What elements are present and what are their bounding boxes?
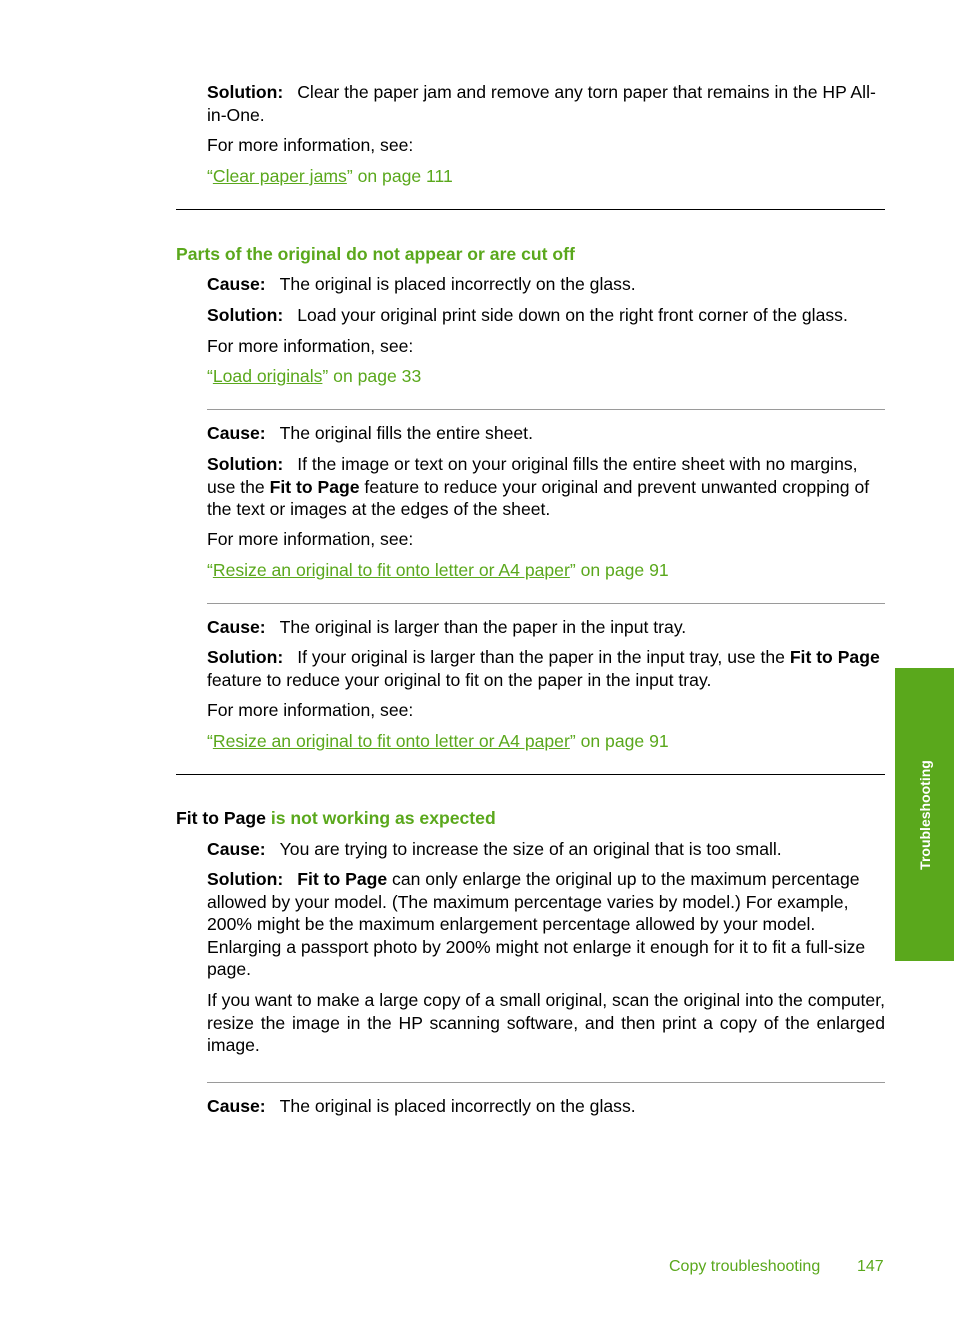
- fit-to-page-term: Fit to Page: [297, 869, 388, 889]
- solution-label: Solution:: [207, 869, 284, 889]
- cause-label: Cause:: [207, 1096, 266, 1116]
- cause-text: The original is placed incorrectly on the glass.: [279, 1096, 636, 1116]
- block-divider: [207, 1082, 885, 1083]
- more-info-text: For more information, see:: [207, 529, 414, 549]
- cause-label: Cause:: [207, 839, 266, 859]
- troubleshooting-tab: [895, 668, 954, 961]
- resize-original-link[interactable]: “Resize an original to fit onto letter or A4 paper” on page 91: [207, 560, 669, 580]
- page-number: 147: [857, 1258, 884, 1275]
- solution-line: [207, 304, 885, 327]
- footer-section-title: Copy troubleshooting: [669, 1258, 821, 1275]
- more-info-text: For more information, see:: [207, 135, 414, 155]
- cause-line: [207, 422, 885, 445]
- cause-text: The original is larger than the paper in the input tray.: [279, 617, 687, 637]
- heading-rest: is not working as expected: [265, 808, 496, 828]
- link-text[interactable]: Load originals: [212, 366, 323, 386]
- section-divider: [176, 209, 885, 210]
- tab-label: Troubleshooting: [916, 759, 933, 870]
- more-info-text: For more information, see:: [207, 336, 414, 356]
- solution-label: Solution:: [207, 647, 284, 667]
- solution-paragraph: Solution: Fit to Page can only enlarge the original up to the maximum percentage allowed by your model. (The maximum percentage varies by model.) For example, 200% might be the maximum enlargement percentage allowed by your model. Enlarging a passport photo by 200% might not enlarge it enough for it to fit a full-size page.: [207, 869, 866, 979]
- cause-line: [207, 838, 885, 861]
- block-divider: [207, 603, 885, 604]
- heading-fit-to-page: Fit to Page: [176, 808, 266, 828]
- more-info-text: For more information, see:: [207, 700, 414, 720]
- cause-line: [207, 273, 885, 296]
- cause-text: The original is placed incorrectly on the glass.: [279, 274, 636, 294]
- link-text[interactable]: Resize an original to fit onto letter or A4 paper: [212, 731, 570, 751]
- solution-paragraph: Solution: If the image or text on your original fills the entire sheet with no margins, use the Fit to Page feature to reduce your original and prevent unwanted cropping of the text or images at the edges of the sheet.: [207, 454, 870, 519]
- solution-label: Solution:: [207, 82, 284, 102]
- link-text[interactable]: Resize an original to fit onto letter or A4 paper: [212, 560, 570, 580]
- section-heading: Parts of the original do not appear or are cut off: [176, 244, 575, 264]
- solution-label: Solution:: [207, 454, 284, 474]
- solution-label: Solution:: [207, 305, 284, 325]
- cause-line: [207, 1095, 885, 1118]
- fit-to-page-term: Fit to Page: [789, 647, 880, 667]
- cause-line: [207, 616, 885, 639]
- link-text[interactable]: Clear paper jams: [212, 166, 347, 186]
- cause-label: Cause:: [207, 274, 266, 294]
- cause-label: Cause:: [207, 617, 266, 637]
- fit-to-page-term: Fit to Page: [269, 476, 360, 497]
- extra-paragraph: If you want to make a large copy of a small original, scan the original into the computer, resize the image in the HP scanning software, and then print a copy of the enlarged image.: [207, 990, 885, 1055]
- load-originals-link[interactable]: “Load originals” on page 33: [207, 366, 422, 386]
- section-divider: [176, 774, 885, 775]
- solution-paragraph: Solution: If your original is larger than the paper in the input tray, use the Fit to Page feature to reduce your original to fit on the paper in the input tray.: [207, 647, 880, 690]
- cause-text: You are trying to increase the size of an original that is too small.: [279, 839, 782, 859]
- resize-original-link[interactable]: “Resize an original to fit onto letter or A4 paper” on page 91: [207, 731, 669, 751]
- top-solution: [207, 81, 885, 126]
- solution-text: Load your original print side down on the right front corner of the glass.: [297, 305, 848, 325]
- clear-paper-jams-link[interactable]: “Clear paper jams” on page 111: [207, 166, 453, 186]
- cause-label: Cause:: [207, 423, 266, 443]
- cause-text: The original fills the entire sheet.: [279, 423, 533, 443]
- solution-text: Clear the paper jam and remove any torn paper that remains in the HP All-in-One.: [207, 82, 876, 125]
- section-heading: [176, 807, 496, 830]
- block-divider: [207, 409, 885, 410]
